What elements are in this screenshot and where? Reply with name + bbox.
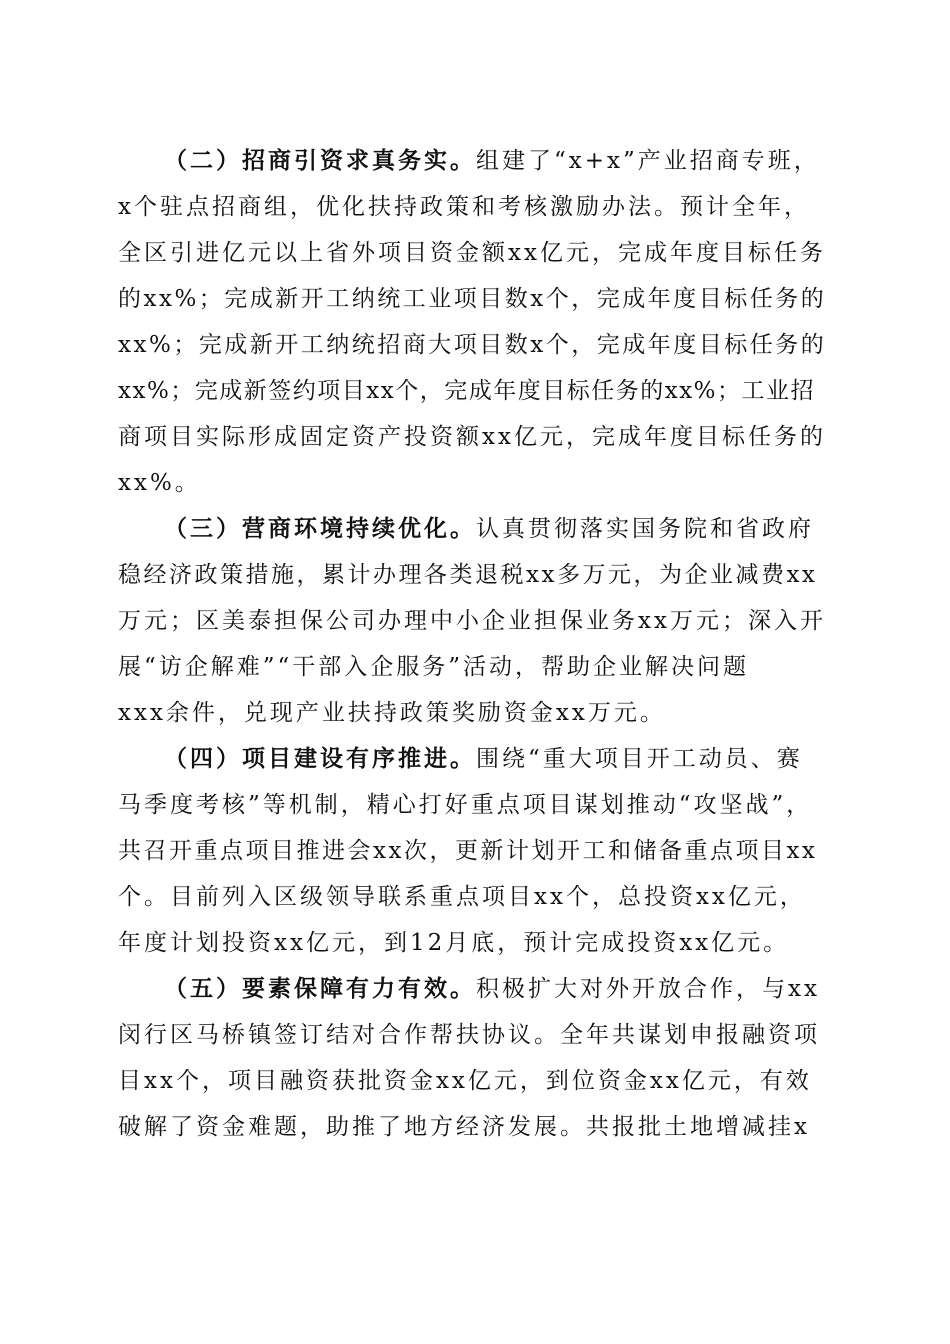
paragraph-line: xxx余件，兑现产业扶持政策奖励资金xx万元。 — [118, 700, 666, 726]
paragraph-text: 组建了“x+x”产业招商专班， — [476, 148, 820, 174]
paragraph-line: 商项目实际形成固定资产投资额xx亿元，完成年度目标任务的 — [118, 424, 826, 450]
paragraph-line: 闵行区马桥镇签订结对合作帮扶协议。全年共谋划申报融资项 — [118, 1022, 820, 1048]
paragraph-line: 全区引进亿元以上省外项目资金额xx亿元，完成年度目标任务 — [118, 240, 826, 266]
paragraph-line: 展“访企解难”“干部入企服务”活动，帮助企业解决问题 — [118, 654, 750, 680]
paragraph-line: 马季度考核”等机制，精心打好重点项目谋划推动“攻坚战”， — [118, 792, 813, 818]
paragraph-text: 认真贯彻落实国务院和省政府 — [476, 516, 814, 542]
paragraph-line: 年度计划投资xx亿元，到12月底，预计完成投资xx亿元。 — [118, 930, 790, 956]
paragraph-first-line — [164, 969, 828, 1009]
section-heading: （二）招商引资求真务实。 — [164, 148, 476, 174]
paragraph-line: xx%；完成新签约项目xx个，完成年度目标任务的xx%；工业招 — [118, 378, 816, 404]
paragraph-line: 目xx个，项目融资获批资金xx亿元，到位资金xx亿元，有效 — [118, 1068, 812, 1094]
paragraph-first-line — [164, 141, 828, 181]
paragraph-line: 共召开重点项目推进会xx次，更新计划开工和储备重点项目xx — [118, 838, 818, 864]
paragraph-text: 积极扩大对外开放合作，与xx — [476, 976, 820, 1002]
section-heading: （三）营商环境持续优化。 — [164, 516, 476, 542]
paragraph-line: xx%；完成新开工纳统招商大项目数x个，完成年度目标任务的 — [118, 332, 827, 358]
paragraph-line: 稳经济政策措施，累计办理各类退税xx多万元，为企业减费xx — [118, 562, 818, 588]
paragraph-line: 万元；区美泰担保公司办理中小企业担保业务xx万元；深入开 — [118, 608, 826, 634]
paragraph-first-line — [164, 739, 828, 779]
paragraph-line: x个驻点招商组，优化扶持政策和考核激励办法。预计全年， — [118, 194, 810, 220]
section-heading: （四）项目建设有序推进。 — [164, 746, 476, 772]
section-heading: （五）要素保障有力有效。 — [164, 976, 476, 1002]
paragraph-line: xx%。 — [118, 470, 201, 496]
paragraph-text: 围绕“重大项目开工动员、赛 — [476, 746, 803, 772]
paragraph-first-line — [164, 509, 828, 549]
paragraph-line: 破解了资金难题，助推了地方经济发展。共报批土地增减挂x — [118, 1114, 810, 1140]
paragraph-line: 个。目前列入区级领导联系重点项目xx个，总投资xx亿元， — [118, 884, 806, 910]
paragraph-line: 的xx%；完成新开工纳统工业项目数x个，完成年度目标任务的 — [118, 286, 827, 312]
